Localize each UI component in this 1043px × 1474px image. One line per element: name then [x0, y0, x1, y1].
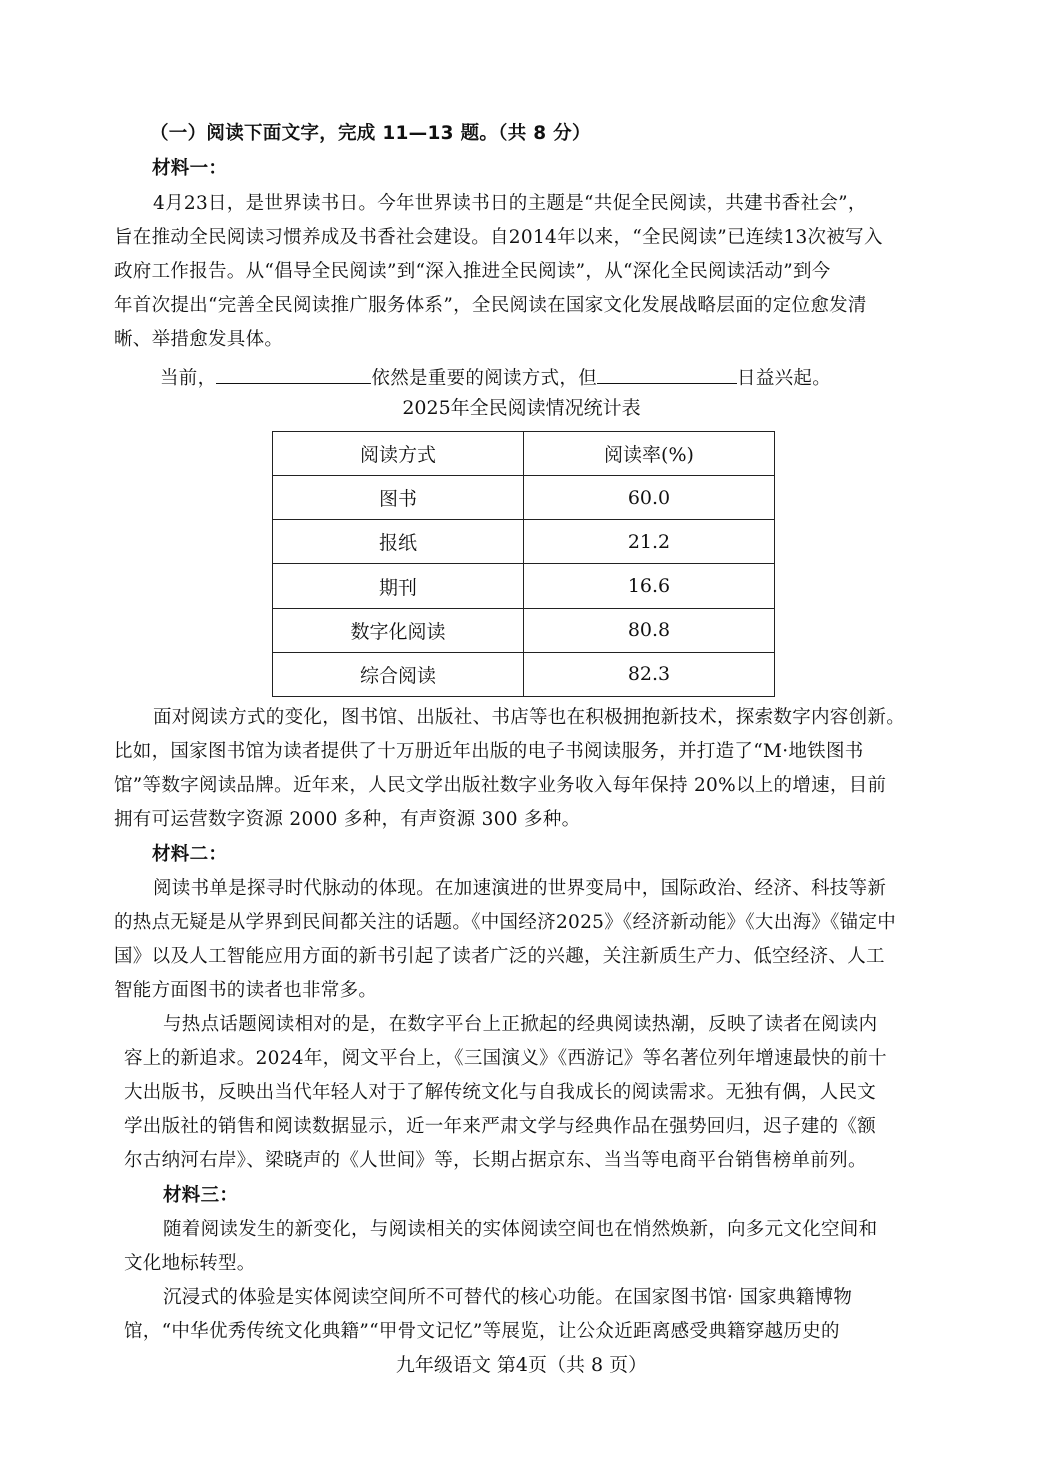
table-row	[273, 652, 775, 696]
table-row	[273, 608, 775, 652]
table-row	[273, 520, 775, 564]
material1-para2-line: 拥有可运营数字资源 2000 多种，有声资源 300 多种。	[114, 809, 581, 830]
table-cell-rate: 82.3	[524, 652, 775, 696]
fill-sentence-middle: 依然是重要的阅读方式，但	[371, 368, 598, 389]
material1-para1-line: 晰、举措愈发具体。	[114, 329, 284, 350]
table-cell-rate: 16.6	[524, 564, 775, 608]
table-header-cell: 阅读率(%)	[524, 432, 775, 476]
table-header-row	[273, 432, 775, 476]
page-footer: 九年级语文 第4页（共 8 页）	[395, 1354, 648, 1376]
reading-stats-table	[272, 431, 775, 697]
material1-para1-line: 4月23日，是世界读书日。今年世界读书日的主题是“共促全民阅读，共建书香社会”，	[153, 193, 867, 214]
table-header-cell: 阅读方式	[273, 432, 524, 476]
material1-para1-line: 年首次提出“完善全民阅读推广服务体系”，全民阅读在国家文化发展战略层面的定位愈发清	[114, 295, 867, 316]
table-row	[273, 476, 775, 520]
material2-para2-line: 尔古纳河右岸》、梁晓声的《人世间》等，长期占据京东、当当等电商平台销售榜单前列。	[124, 1150, 867, 1171]
material2-label: 材料二：	[152, 844, 228, 865]
material1-para2-line: 比如，国家图书馆为读者提供了十万册近年出版的电子书阅读服务，并打造了“M·地铁图书	[114, 741, 864, 762]
material3-para1-line: 随着阅读发生的新变化，与阅读相关的实体阅读空间也在悄然焕新，向多元文化空间和	[163, 1219, 878, 1240]
table-cell-rate: 60.0	[524, 476, 775, 520]
material1-label: 材料一：	[152, 158, 228, 179]
material2-para1-line: 的热点无疑是从学界到民间都关注的话题。《中国经济2025》《经济新动能》《大出海》《锚定中	[114, 912, 897, 933]
fill-sentence-before: 当前，	[160, 368, 217, 389]
material2-para1-line: 国》以及人工智能应用方面的新书引起了读者广泛的兴趣，关注新质生产力、低空经济、人工	[114, 946, 885, 967]
table-cell-method: 期刊	[273, 564, 524, 608]
material1-para1-line: 政府工作报告。从“倡导全民阅读”到“深入推进全民阅读”，从“深化全民阅读活动”到今	[114, 261, 831, 282]
table-title: 2025年全民阅读情况统计表	[402, 397, 641, 419]
fill-blank-sentence	[160, 363, 831, 391]
section-heading: （一）阅读下面文字，完成 11—13 题。（共 8 分）	[150, 123, 591, 144]
table-cell-rate: 80.8	[524, 608, 775, 652]
table-cell-method: 数字化阅读	[273, 608, 524, 652]
table-cell-method: 图书	[273, 476, 524, 520]
material1-para2-line: 馆”等数字阅读品牌。近年来，人民文学出版社数字业务收入每年保持 20%以上的增速，目前	[114, 775, 887, 796]
material3-para2-line: 沉浸式的体验是实体阅读空间所不可替代的核心功能。在国家图书馆· 国家典籍博物	[163, 1287, 853, 1308]
answer-blank-2[interactable]	[597, 363, 737, 384]
material2-para2-line: 大出版书，反映出当代年轻人对于了解传统文化与自我成长的阅读需求。无独有偶，人民文	[124, 1082, 877, 1103]
table-cell-rate: 21.2	[524, 520, 775, 564]
material3-para1-line: 文化地标转型。	[124, 1253, 256, 1274]
material2-para1-line: 智能方面图书的读者也非常多。	[114, 980, 378, 1001]
material2-para2-line: 容上的新追求。2024年，阅文平台上，《三国演义》《西游记》等名著位列年增速最快的前十	[124, 1048, 887, 1069]
material1-para2-line: 面对阅读方式的变化，图书馆、出版社、书店等也在积极拥抱新技术，探索数字内容创新。	[153, 707, 906, 728]
table-cell-method: 报纸	[273, 520, 524, 564]
material2-para2-line: 与热点话题阅读相对的是，在数字平台上正掀起的经典阅读热潮，反映了读者在阅读内	[163, 1014, 878, 1035]
material2-para1-line: 阅读书单是探寻时代脉动的体现。在加速演进的世界变局中，国际政治、经济、科技等新	[153, 878, 887, 899]
material1-para1-line: 旨在推动全民阅读习惯养成及书香社会建设。自2014年以来，“全民阅读”已连续13次被写入	[114, 227, 883, 248]
table-cell-method: 综合阅读	[273, 652, 524, 696]
fill-sentence-after: 日益兴起。	[737, 368, 832, 389]
table-row	[273, 564, 775, 608]
material3-label: 材料三：	[163, 1185, 239, 1206]
material3-para2-line: 馆，“中华优秀传统文化典籍”“甲骨文记忆”等展览，让公众近距离感受典籍穿越历史的	[124, 1321, 840, 1342]
material2-para2-line: 学出版社的销售和阅读数据显示，近一年来严肃文学与经典作品在强势回归，迟子建的《额	[124, 1116, 877, 1137]
answer-blank-1[interactable]	[216, 363, 371, 384]
